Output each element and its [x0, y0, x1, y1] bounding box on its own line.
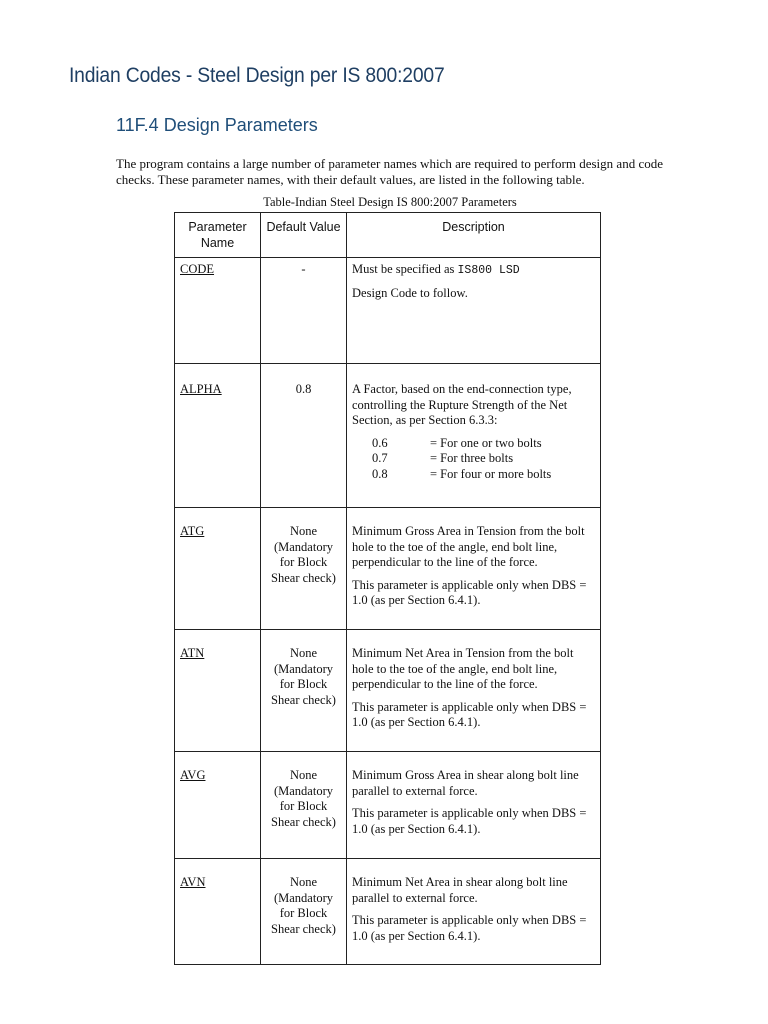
description-text: Minimum Gross Area in Tension from the bolt hole to the toe of the angle, end bolt line, perpendicular to the line of the force.	[352, 524, 585, 569]
param-default-cell: None (Mandatory for Block Shear check)	[261, 508, 347, 630]
page-heading: Indian Codes - Steel Design per IS 800:2007	[69, 64, 445, 87]
list-item: 0.8 = For four or more bolts	[372, 466, 552, 481]
param-name-cell	[175, 859, 261, 965]
param-name-link[interactable]: ATN	[180, 646, 205, 660]
param-name-link[interactable]: ATG	[180, 524, 205, 538]
parameters-table	[174, 212, 601, 965]
param-name-link[interactable]: ALPHA	[180, 382, 222, 396]
description-text: A Factor, based on the end-connection type, controlling the Rupture Strength of the Net Section, as per Section 6.3.3:	[352, 382, 572, 427]
table-row	[175, 508, 601, 630]
header-parameter-name: Parameter Name	[175, 213, 261, 258]
alpha-options-list	[352, 436, 595, 483]
list-item: 0.6 = For one or two bolts	[372, 435, 542, 450]
param-description-cell	[347, 258, 601, 364]
param-default-cell: None (Mandatory for Block Shear check)	[261, 630, 347, 752]
intro-paragraph: The program contains a large number of parameter names which are required to perform design and code checks. These parameter names, with their default values, are listed in the following table.	[116, 156, 663, 187]
param-description-cell	[347, 630, 601, 752]
param-description-cell	[347, 364, 601, 508]
param-name-cell	[175, 508, 261, 630]
section-heading: 11F.4 Design Parameters	[116, 115, 318, 135]
param-name-cell	[175, 752, 261, 859]
table-row	[175, 364, 601, 508]
param-description-cell	[347, 752, 601, 859]
table-row	[175, 630, 601, 752]
header-description: Description	[347, 213, 601, 258]
code-value: IS800 LSD	[457, 264, 520, 277]
description-text: This parameter is applicable only when DBS = 1.0 (as per Section 6.4.1).	[352, 913, 587, 943]
description-text: This parameter is applicable only when DBS = 1.0 (as per Section 6.4.1).	[352, 806, 587, 836]
description-text: Minimum Gross Area in shear along bolt line parallel to external force.	[352, 768, 579, 798]
table-row	[175, 859, 601, 965]
description-text: This parameter is applicable only when DBS = 1.0 (as per Section 6.4.1).	[352, 699, 587, 729]
description-text: Design Code to follow.	[352, 285, 468, 300]
param-default-cell: None (Mandatory for Block Shear check)	[261, 859, 347, 965]
param-name-link[interactable]: AVG	[180, 768, 206, 782]
param-description-cell	[347, 859, 601, 965]
param-name-cell	[175, 258, 261, 364]
param-name-link[interactable]: AVN	[180, 875, 206, 889]
table-row	[175, 258, 601, 364]
description-text: This parameter is applicable only when DBS = 1.0 (as per Section 6.4.1).	[352, 577, 587, 607]
param-name-cell	[175, 630, 261, 752]
param-description-cell	[347, 508, 601, 630]
header-default-value: Default Value	[261, 213, 347, 258]
description-text: Minimum Net Area in Tension from the bolt hole to the toe of the angle, end bolt line, perpendicular to the line of the force.	[352, 646, 574, 691]
param-default-cell: -	[261, 258, 347, 364]
param-name-link[interactable]: CODE	[180, 262, 215, 276]
description-text: Must be specified as	[352, 262, 458, 276]
param-name-cell	[175, 364, 261, 508]
description-text: Minimum Net Area in shear along bolt line parallel to external force.	[352, 875, 568, 905]
param-default-cell: 0.8	[261, 364, 347, 508]
table-row	[175, 752, 601, 859]
table-caption: Table-Indian Steel Design IS 800:2007 Parameters	[263, 195, 517, 209]
param-default-cell: None (Mandatory for Block Shear check)	[261, 752, 347, 859]
table-header-row	[175, 213, 601, 258]
list-item: 0.7 = For three bolts	[372, 451, 514, 465]
